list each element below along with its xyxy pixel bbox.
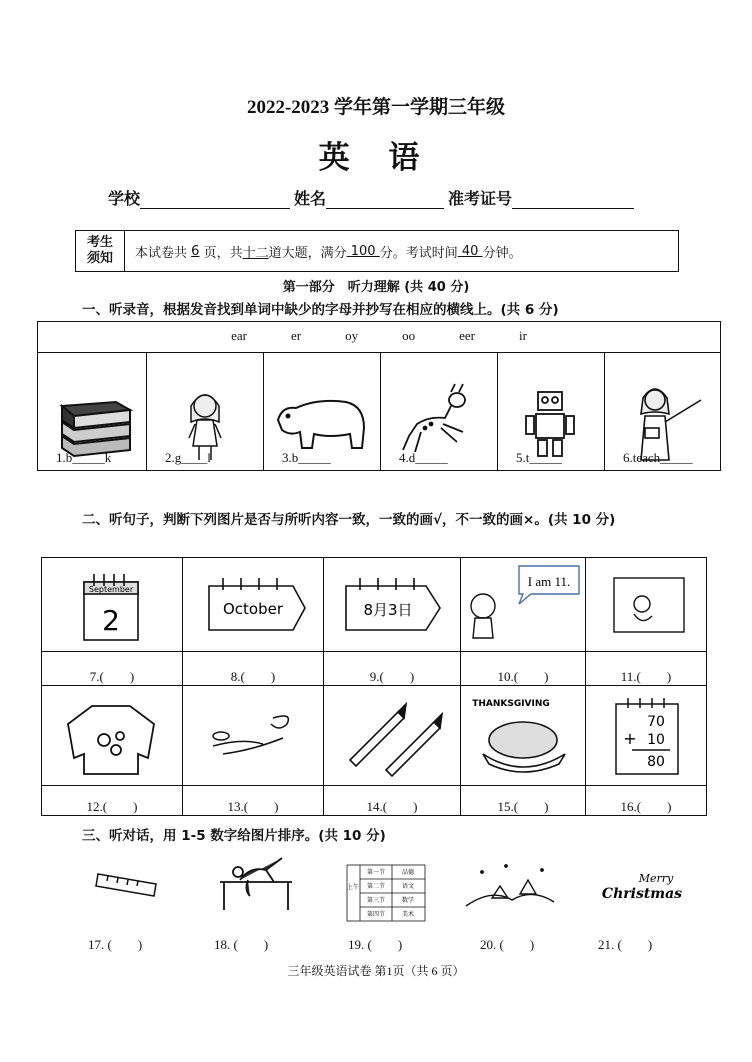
letter-option: oo [402,328,416,343]
date-calendar-icon [324,560,460,650]
cell-pencils [324,686,461,786]
q8-label: 8.( ) [183,652,324,686]
page-footer: 三年级英语试卷 第1页（共 6 页） [287,964,465,978]
wind-leaves-icon [183,688,323,784]
math-b: 10 [647,731,665,748]
christmas-text: Christmas [601,886,683,902]
q19-label: 19. ( ) [348,937,403,952]
svg-text:数学: 数学 [401,897,415,904]
cell-bubble [461,558,586,652]
merry-christmas-icon [594,862,690,918]
cell-picture11 [586,558,707,652]
q16-label: 16.( ) [586,786,707,816]
q9-label: 9.( ) [324,652,461,686]
letter-options [38,322,720,344]
cell-turkey [461,686,586,786]
math-sum: 80 [647,753,665,770]
exam-notice-box [75,230,679,272]
ruler-icon [88,852,164,912]
merry-text: Merry [638,872,674,885]
exam-no-field[interactable] [512,190,634,209]
cell-bear [264,353,381,471]
q4-label: 4.d_____ [399,450,448,465]
q17-label: 17. ( ) [88,937,143,952]
student-info-row [108,186,638,209]
scene-picture-icon [586,560,706,650]
christmas-picture [594,862,690,918]
svg-text:第三节: 第三节 [366,897,386,904]
exam-no-label: 准考证号 [448,189,513,208]
date-cn-text: 8月3日 [363,600,413,619]
notice-text: 本试卷共 6 页，共 十二 道大题，满分 100 分。考试时间 40 分钟。 [135,243,522,261]
turkey-icon [461,688,585,784]
q15-label: 15.( ) [461,786,586,816]
pencils-icon [324,688,460,784]
math-op: + [623,728,637,748]
notice-label: 考生 须知 [76,231,125,271]
schedule-icon [346,864,426,922]
q2-label: 2.g____l [165,450,211,465]
subject-title: 英 语 [318,140,434,176]
q21-label: 21. ( ) [598,937,653,952]
math-a: 70 [647,713,665,730]
letter-option: ir [518,328,527,343]
gymnast-picture [210,850,302,912]
cell-math [586,686,707,786]
schedule-picture [346,864,426,922]
q10-label: 10.( ) [461,652,586,686]
q1-label: 1.b_____k [56,450,112,465]
exam-title: 2022-2023 学年第一学期三年级 [246,97,506,118]
ruler-picture [88,852,164,912]
math-calendar-icon [586,688,706,784]
q18-label: 18. ( ) [214,937,269,952]
section1-table [37,321,721,471]
q6-label: 6.teach_____ [623,450,693,465]
q20-label: 20. ( ) [480,937,535,952]
cell-girl [147,353,264,471]
svg-text:语文: 语文 [401,883,415,890]
snow-picture [462,858,558,918]
part-one-heading: 第一部分 听力理解 (共 40 分) [282,280,470,295]
section1-title: 一、听录音，根据发音找到单词中缺少的字母并抄写在相应的横线上。(共 6 分) [82,302,559,318]
section3-title: 三、听对话，用 1-5 数字给图片排序。(共 10 分) [82,828,386,844]
q3-label: 3.b_____ [282,450,331,465]
cell-date-cn [324,558,461,652]
letter-option: eer [459,328,475,343]
letter-option: oy [345,328,359,343]
section2-table [41,557,707,816]
cell-october [183,558,324,652]
cell-deer [381,353,498,471]
sweater-icon [42,688,182,784]
q5-label: 5.t_____ [516,450,562,465]
cell-robot [498,353,605,471]
q12-label: 12.( ) [42,786,183,816]
letter-option: ear [231,328,247,343]
name-field[interactable] [326,190,444,209]
svg-text:美术: 美术 [401,911,415,918]
svg-text:品德: 品德 [401,869,415,876]
svg-text:第二节: 第二节 [366,883,386,890]
q14-label: 14.( ) [324,786,461,816]
name-label: 姓名 [294,189,327,208]
q11-label: 11.( ) [586,652,707,686]
cell-teacher [605,353,721,471]
girl-speech-icon [461,560,585,650]
cell-book [38,353,147,471]
calendar-icon [42,560,182,650]
section2-title: 二、听句子，判断下列图片是否与所听内容一致，一致的画√，不一致的画×。(共 10 分) [82,512,616,528]
school-label: 学校 [108,189,141,208]
svg-text:第四节: 第四节 [366,911,386,918]
q13-label: 13.( ) [183,786,324,816]
schedule-side: 上午 [346,884,360,891]
october-calendar-icon [183,560,323,650]
school-field[interactable] [140,190,290,209]
calendar-month: September [88,584,134,594]
cell-calendar [42,558,183,652]
cell-wind [183,686,324,786]
calendar-day: 2 [102,603,120,637]
svg-text:第一节: 第一节 [366,869,386,876]
q7-label: 7.( ) [42,652,183,686]
bubble-text: I am 11. [527,573,571,589]
cell-sweater [42,686,183,786]
thanksgiving-text: THANKSGIVING [472,698,550,709]
letter-option: er [290,328,302,343]
snow-scene-icon [462,858,558,918]
gymnast-icon [210,850,302,912]
october-text: October [222,599,284,618]
